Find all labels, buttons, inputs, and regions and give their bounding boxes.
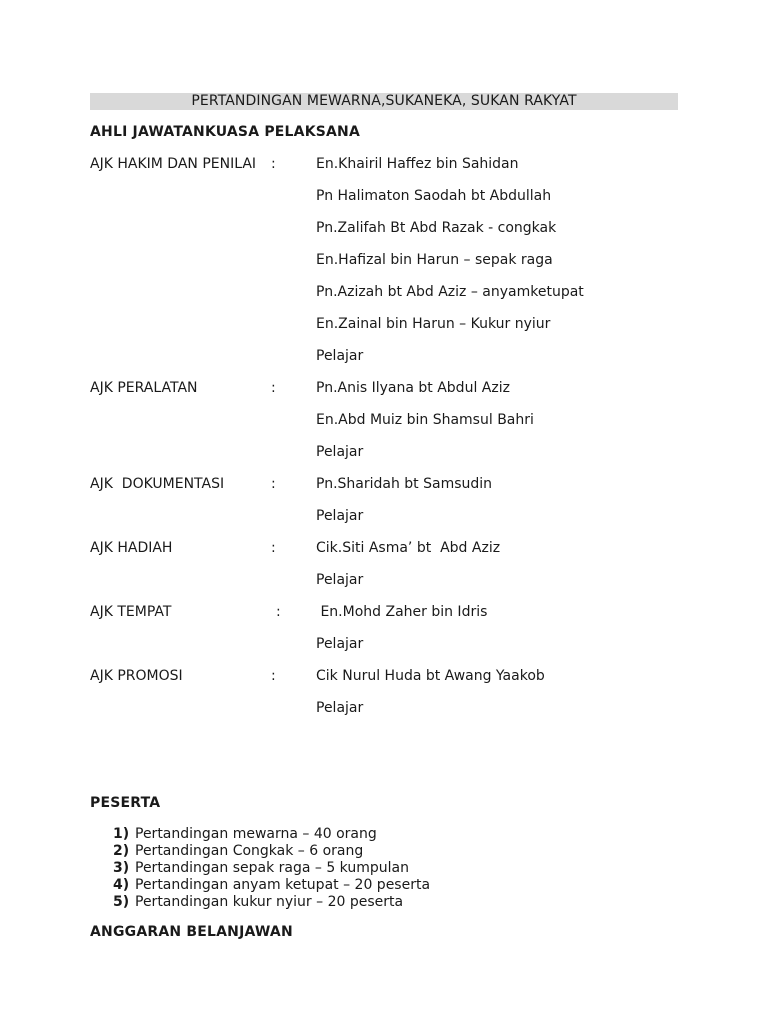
committee-row xyxy=(90,378,690,410)
committee-member: Pelajar xyxy=(316,348,364,364)
committee-row xyxy=(90,634,690,666)
committee-role: AJK HAKIM DAN PENILAI xyxy=(90,156,257,172)
role-separator: : xyxy=(271,380,276,396)
committee-member: Cik.Siti Asma’ bt Abd Aziz xyxy=(316,540,501,556)
committee-member: Pn.Sharidah bt Samsudin xyxy=(316,476,493,492)
committee-member: Pelajar xyxy=(316,700,364,716)
committee-row xyxy=(90,410,690,442)
committee-group xyxy=(90,602,690,666)
committee-member: Pn.Anis Ilyana bt Abdul Aziz xyxy=(316,380,510,396)
committee-row xyxy=(90,602,690,634)
participant-item xyxy=(113,860,430,877)
committee-row xyxy=(90,698,690,730)
committee-member: Pn Halimaton Saodah bt Abdullah xyxy=(316,188,552,204)
committee-heading: AHLI JAWATANKUASA PELAKSANA xyxy=(90,124,361,140)
committee-group xyxy=(90,378,690,474)
role-separator: : xyxy=(271,668,276,684)
committee-member: En.Khairil Haffez bin Sahidan xyxy=(316,156,519,172)
participant-number: 1) xyxy=(113,826,130,842)
committee-row xyxy=(90,666,690,698)
committee-member: En.Mohd Zaher bin Idris xyxy=(316,604,488,620)
committee-list xyxy=(90,154,690,730)
committee-row xyxy=(90,282,690,314)
committee-row xyxy=(90,506,690,538)
committee-member: Pelajar xyxy=(316,508,364,524)
participant-text: Pertandingan Congkak – 6 orang xyxy=(135,843,364,859)
participant-text: Pertandingan sepak raga – 5 kumpulan xyxy=(135,860,409,876)
committee-row xyxy=(90,218,690,250)
committee-row xyxy=(90,570,690,602)
role-separator: : xyxy=(271,156,276,172)
committee-row xyxy=(90,250,690,282)
committee-group xyxy=(90,666,690,730)
participant-item xyxy=(113,894,430,911)
committee-role: AJK HADIAH xyxy=(90,540,173,556)
participant-number: 3) xyxy=(113,860,130,876)
committee-member: Cik Nurul Huda bt Awang Yaakob xyxy=(316,668,545,684)
committee-member: Pn.Zalifah Bt Abd Razak - congkak xyxy=(316,220,557,236)
participant-number: 2) xyxy=(113,843,130,859)
committee-role: AJK PERALATAN xyxy=(90,380,198,396)
participant-item xyxy=(113,843,430,860)
committee-role: AJK DOKUMENTASI xyxy=(90,476,225,492)
committee-row xyxy=(90,154,690,186)
committee-member: Pelajar xyxy=(316,636,364,652)
participant-text: Pertandingan kukur nyiur – 20 peserta xyxy=(135,894,404,910)
committee-row xyxy=(90,474,690,506)
committee-member: En.Hafizal bin Harun – sepak raga xyxy=(316,252,553,268)
participants-heading: PESERTA xyxy=(90,795,161,811)
participant-number: 5) xyxy=(113,894,130,910)
committee-member: En.Abd Muiz bin Shamsul Bahri xyxy=(316,412,534,428)
committee-row xyxy=(90,538,690,570)
role-separator: : xyxy=(271,476,276,492)
committee-row xyxy=(90,442,690,474)
document-title: PERTANDINGAN MEWARNA,SUKANEKA, SUKAN RAKYAT xyxy=(90,93,678,110)
committee-row xyxy=(90,314,690,346)
committee-row xyxy=(90,346,690,378)
participant-item xyxy=(113,877,430,894)
role-separator: : xyxy=(271,540,276,556)
budget-heading: ANGGARAN BELANJAWAN xyxy=(90,924,293,940)
participants-list xyxy=(113,826,430,911)
committee-group xyxy=(90,474,690,538)
committee-row xyxy=(90,186,690,218)
participant-number: 4) xyxy=(113,877,130,893)
committee-role: AJK TEMPAT xyxy=(90,604,172,620)
committee-member: Pelajar xyxy=(316,444,364,460)
committee-role: AJK PROMOSI xyxy=(90,668,183,684)
role-separator: : xyxy=(276,604,281,620)
committee-member: Pn.Azizah bt Abd Aziz – anyamketupat xyxy=(316,284,584,300)
committee-member: Pelajar xyxy=(316,572,364,588)
committee-group xyxy=(90,538,690,602)
participant-text: Pertandingan mewarna – 40 orang xyxy=(135,826,377,842)
participant-text: Pertandingan anyam ketupat – 20 peserta xyxy=(135,877,431,893)
committee-group xyxy=(90,154,690,378)
participant-item xyxy=(113,826,430,843)
committee-member: En.Zainal bin Harun – Kukur nyiur xyxy=(316,316,551,332)
